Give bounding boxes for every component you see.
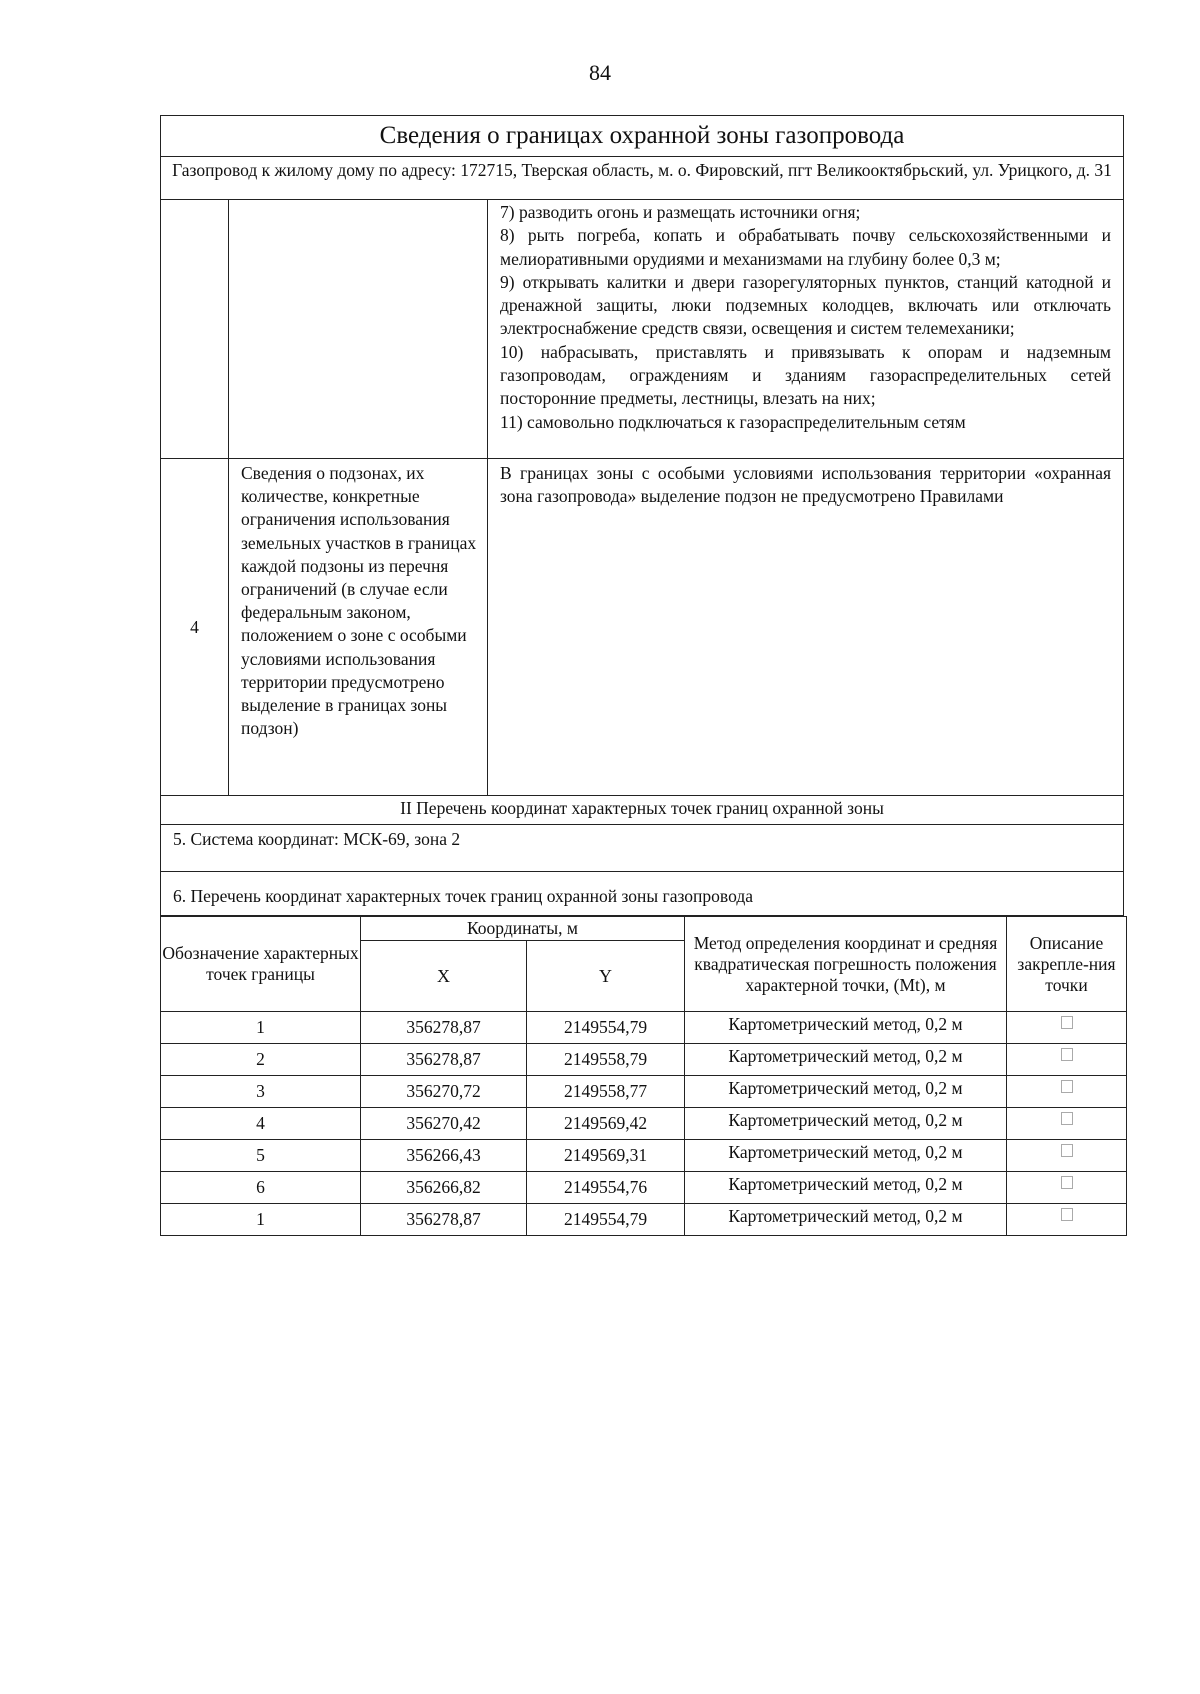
restrictions-cell xyxy=(488,200,1124,459)
description-cell xyxy=(1007,1140,1127,1172)
x-value: 356278,87 xyxy=(361,1204,527,1236)
row-4-number: 4 xyxy=(161,459,229,796)
coordinate-system: 5. Система координат: МСК-69, зона 2 xyxy=(161,825,1124,872)
restriction-item: 7) разводить огонь и размещать источники огня; xyxy=(500,202,861,222)
x-value: 356278,87 xyxy=(361,1044,527,1076)
table-row xyxy=(161,1012,1127,1044)
row-4-text: В границах зоны с особыми условиями использования территории «охранная зона газопровода» выделение подзон не предусмотрено Правилами xyxy=(488,459,1124,796)
empty-box-icon xyxy=(1061,1176,1073,1189)
document-title: Сведения о границах охранной зоны газопровода xyxy=(161,116,1124,157)
header-y: Y xyxy=(527,941,685,1012)
y-value: 2149569,31 xyxy=(527,1140,685,1172)
row-label-cell-empty xyxy=(229,200,488,459)
method-value: Картометрический метод, 0,2 м xyxy=(685,1108,1007,1140)
x-value: 356266,82 xyxy=(361,1172,527,1204)
table-row xyxy=(161,1108,1127,1140)
table-row xyxy=(161,1076,1127,1108)
method-value: Картометрический метод, 0,2 м xyxy=(685,1012,1007,1044)
point-id: 3 xyxy=(161,1076,361,1108)
page-number: 84 xyxy=(589,60,611,85)
description-cell xyxy=(1007,1012,1127,1044)
empty-box-icon xyxy=(1061,1048,1073,1061)
description-cell xyxy=(1007,1076,1127,1108)
y-value: 2149554,79 xyxy=(527,1012,685,1044)
x-value: 356266,43 xyxy=(361,1140,527,1172)
y-value: 2149554,79 xyxy=(527,1204,685,1236)
restriction-item: 8) рыть погреба, копать и обрабатывать почву сельскохозяйственными и мелиоративными орудиями и механизмами на глубину более 0,3 м; xyxy=(500,225,1112,269)
header-point: Обозначение характерных точек границы xyxy=(161,917,361,1012)
point-id: 4 xyxy=(161,1108,361,1140)
y-value: 2149569,42 xyxy=(527,1108,685,1140)
description-cell xyxy=(1007,1044,1127,1076)
empty-box-icon xyxy=(1061,1080,1073,1093)
y-value: 2149558,77 xyxy=(527,1076,685,1108)
description-cell xyxy=(1007,1204,1127,1236)
point-id: 1 xyxy=(161,1012,361,1044)
row-number-cell-empty xyxy=(161,200,229,459)
restriction-item: 11) самовольно подключаться к газораспределительным сетям xyxy=(500,411,966,432)
restriction-item: 9) открывать калитки и двери газорегуляторных пунктов, станций катодной и дренажной защиты, люки подземных колодцев, включать или отключать электроснабжение средств связи, освещения и систем телемеханики; xyxy=(500,271,1112,339)
empty-box-icon xyxy=(1061,1208,1073,1221)
method-value: Картометрический метод, 0,2 м xyxy=(685,1140,1007,1172)
x-value: 356270,72 xyxy=(361,1076,527,1108)
zone-info-table xyxy=(160,115,1124,916)
method-value: Картометрический метод, 0,2 м xyxy=(685,1172,1007,1204)
description-cell xyxy=(1007,1172,1127,1204)
row-4-label: Сведения о подзонах, их количестве, конкретные ограничения использования земельных участков в границах каждой подзоны из перечня ограничений (в случае если федеральным законом, положением о зоне с особыми условиями использования территории предусмотрено выделение в границах зоны подзон) xyxy=(229,459,488,796)
empty-box-icon xyxy=(1061,1144,1073,1157)
empty-box-icon xyxy=(1061,1016,1073,1029)
x-value: 356278,87 xyxy=(361,1012,527,1044)
empty-box-icon xyxy=(1061,1112,1073,1125)
method-value: Картометрический метод, 0,2 м xyxy=(685,1044,1007,1076)
header-x: X xyxy=(361,941,527,1012)
pipeline-address: Газопровод к жилому дому по адресу: 172715, Тверская область, м. о. Фировский, пгт Великооктябрьский, ул. Урицкого, д. 31 xyxy=(161,157,1124,200)
table-row xyxy=(161,1044,1127,1076)
point-id: 1 xyxy=(161,1204,361,1236)
table-row xyxy=(161,1204,1127,1236)
table-row xyxy=(161,1172,1127,1204)
points-list-title: 6. Перечень координат характерных точек границ охранной зоны газопровода xyxy=(161,872,1124,916)
coordinates-table xyxy=(160,916,1127,1236)
y-value: 2149558,79 xyxy=(527,1044,685,1076)
point-id: 2 xyxy=(161,1044,361,1076)
table-row xyxy=(161,1140,1127,1172)
section-2-title: II Перечень координат характерных точек границ охранной зоны xyxy=(161,796,1124,825)
point-id: 6 xyxy=(161,1172,361,1204)
header-coordinates: Координаты, м xyxy=(361,917,685,941)
point-id: 5 xyxy=(161,1140,361,1172)
restriction-item: 10) набрасывать, приставлять и привязывать к опорам и надземным газопроводам, ограждениям и зданиям газораспределительных сетей посторонние предметы, лестницы, влезать на них; xyxy=(500,341,1112,409)
header-method: Метод определения координат и средняя квадратическая погрешность положения характерной точки, (Mt), м xyxy=(685,917,1007,1012)
y-value: 2149554,76 xyxy=(527,1172,685,1204)
description-cell xyxy=(1007,1108,1127,1140)
method-value: Картометрический метод, 0,2 м xyxy=(685,1204,1007,1236)
header-description: Описание закрепле-ния точки xyxy=(1007,917,1127,1012)
method-value: Картометрический метод, 0,2 м xyxy=(685,1076,1007,1108)
x-value: 356270,42 xyxy=(361,1108,527,1140)
